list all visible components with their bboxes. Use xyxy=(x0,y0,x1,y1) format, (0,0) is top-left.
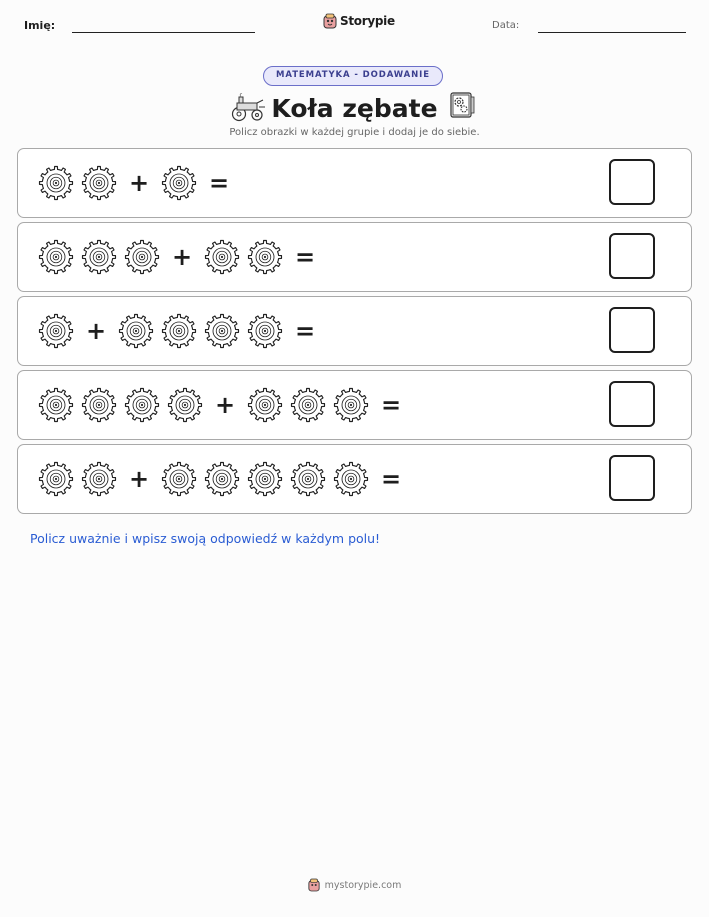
gear-icon xyxy=(38,239,74,275)
gear-icon xyxy=(247,387,283,423)
gear-icon xyxy=(290,387,326,423)
answer-box[interactable] xyxy=(609,381,655,427)
gear-book-icon xyxy=(449,91,475,119)
gear-icon xyxy=(204,461,240,497)
gear-icon xyxy=(81,387,117,423)
answer-box[interactable] xyxy=(609,455,655,501)
plus-sign: + xyxy=(171,243,193,271)
subject-badge: MATEMATYKA - DODAWANIE xyxy=(263,66,443,86)
problem-row xyxy=(17,148,692,218)
gear-icon xyxy=(333,461,369,497)
gear-icon xyxy=(204,313,240,349)
gear-icon xyxy=(124,239,160,275)
gear-icon xyxy=(167,387,203,423)
equals-sign: = xyxy=(208,169,230,197)
gear-icon xyxy=(81,461,117,497)
problem-row xyxy=(17,222,692,292)
gear-icon xyxy=(204,239,240,275)
plus-sign: + xyxy=(128,169,150,197)
plus-sign: + xyxy=(85,317,107,345)
problem-row xyxy=(17,370,692,440)
answer-box[interactable] xyxy=(609,307,655,353)
brand-logo xyxy=(323,13,395,29)
problem-row xyxy=(17,444,692,514)
gear-icon xyxy=(161,313,197,349)
equals-sign: = xyxy=(294,243,316,271)
title-row xyxy=(0,91,709,127)
gear-icon xyxy=(290,461,326,497)
gear-icon xyxy=(161,165,197,201)
addition-expression xyxy=(38,371,413,439)
plus-sign: + xyxy=(214,391,236,419)
gear-icon xyxy=(38,313,74,349)
gear-icon xyxy=(38,165,74,201)
gear-icon xyxy=(81,165,117,201)
addition-expression xyxy=(38,223,327,291)
gear-icon xyxy=(247,461,283,497)
storypie-mascot-icon xyxy=(323,13,337,29)
footer-note: Policz uważnie i wpisz swoją odpowiedź w każdym polu! xyxy=(30,531,381,546)
gear-icon xyxy=(333,387,369,423)
page-footer xyxy=(0,878,709,892)
gear-icon xyxy=(38,461,74,497)
worksheet-header xyxy=(0,0,709,60)
addition-expression xyxy=(38,297,327,365)
name-label: Imię: xyxy=(24,19,56,32)
page-title: Koła zębate xyxy=(271,94,438,123)
date-field-line[interactable] xyxy=(538,32,686,33)
gear-icon xyxy=(118,313,154,349)
storypie-mascot-icon xyxy=(308,878,320,892)
name-field-line[interactable] xyxy=(72,32,255,33)
brand-name: Storypie xyxy=(340,14,395,28)
equals-sign: = xyxy=(380,465,402,493)
gear-icon xyxy=(124,387,160,423)
footer-site: mystorypie.com xyxy=(324,879,402,891)
gear-icon xyxy=(247,239,283,275)
addition-expression xyxy=(38,445,413,513)
equals-sign: = xyxy=(380,391,402,419)
instructions: Policz obrazki w każdej grupie i dodaj je do siebie. xyxy=(229,127,480,138)
gear-icon xyxy=(81,239,117,275)
plus-sign: + xyxy=(128,465,150,493)
gear-icon xyxy=(161,461,197,497)
answer-box[interactable] xyxy=(609,159,655,205)
date-label: Data: xyxy=(492,20,520,31)
gear-icon xyxy=(38,387,74,423)
equals-sign: = xyxy=(294,317,316,345)
gear-icon xyxy=(247,313,283,349)
problem-row xyxy=(17,296,692,366)
addition-expression xyxy=(38,149,241,217)
answer-box[interactable] xyxy=(609,233,655,279)
